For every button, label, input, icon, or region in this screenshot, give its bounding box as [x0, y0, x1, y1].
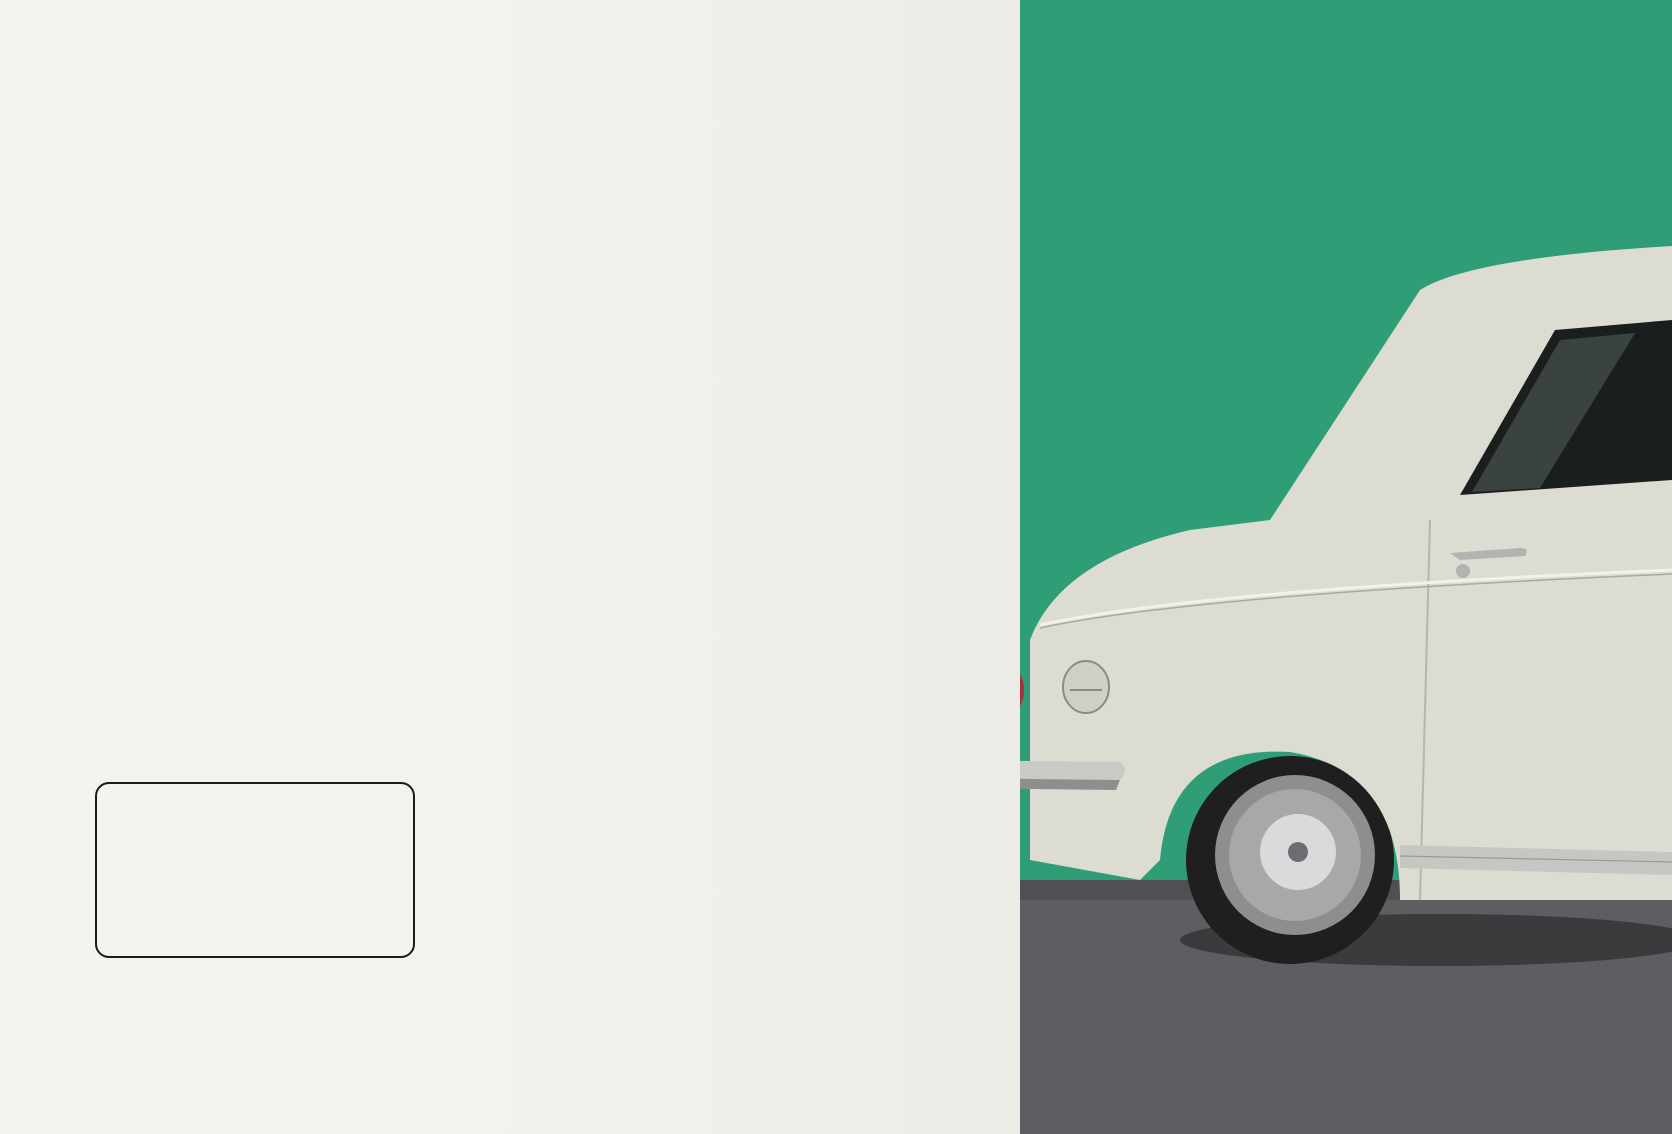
stamp-line [133, 837, 199, 840]
dealer-stamp-box [95, 782, 415, 958]
car-photo [1020, 0, 1672, 1134]
dealer-stamp [133, 837, 199, 840]
fuel-cap [1063, 661, 1109, 713]
stamp-line [133, 837, 199, 840]
stamp-line [133, 837, 199, 840]
rear-bumper [1020, 760, 1125, 780]
stamp-line [133, 837, 199, 840]
car-illustration [1020, 0, 1672, 1134]
